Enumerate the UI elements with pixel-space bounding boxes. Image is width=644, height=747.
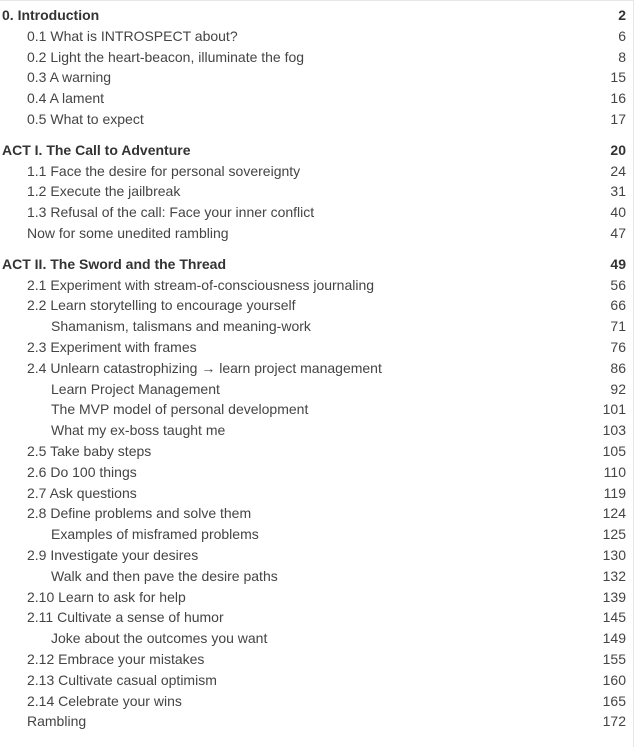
toc-entry-title: 2.5 Take baby steps: [27, 442, 152, 459]
toc-page-number: 101: [602, 401, 626, 418]
toc-entry[interactable]: [0, 109, 633, 130]
toc-page-number: 165: [602, 692, 626, 709]
toc-entry-title: 2.8 Define problems and solve them: [27, 505, 252, 522]
toc-entry[interactable]: [0, 316, 633, 337]
toc-page-number: 6: [618, 27, 626, 44]
toc-entry[interactable]: [0, 503, 633, 524]
toc-page-number: 16: [610, 90, 626, 107]
toc-entry-title: 2.3 Experiment with frames: [27, 338, 197, 355]
toc-entry-title: 0.5 What to expect: [27, 110, 144, 127]
toc-page-number: 125: [602, 526, 626, 543]
toc-entry-title: 2.12 Embrace your mistakes: [27, 650, 205, 667]
toc-entry[interactable]: [0, 628, 633, 649]
toc-entry-title: 2.9 Investigate your desires: [27, 546, 199, 563]
toc-page-number: 124: [602, 505, 626, 522]
toc-entry-title: 0.2 Light the heart-beacon, illuminate the fog: [27, 48, 305, 65]
toc-entry[interactable]: [0, 711, 633, 732]
toc-page-number: 76: [610, 338, 626, 355]
toc-section-title: 0. Introduction: [2, 7, 100, 23]
toc-entry-title: 2.14 Celebrate your wins: [27, 692, 182, 709]
toc-page-number: 20: [610, 141, 626, 158]
toc-entry-title: 2.2 Learn storytelling to encourage yourself: [27, 297, 296, 314]
toc-section: [0, 254, 633, 732]
toc-entry-title: 1.2 Execute the jailbreak: [27, 183, 181, 200]
toc-page-number: 132: [602, 567, 626, 584]
toc-entry[interactable]: [0, 223, 633, 244]
toc-page-number: 139: [602, 588, 626, 605]
toc-page-number: 119: [603, 484, 626, 501]
toc-section: [0, 140, 633, 244]
toc-entry[interactable]: [0, 670, 633, 691]
toc-entry[interactable]: [0, 607, 633, 628]
toc-entry-title: 2.4 Unlearn catastrophizing → learn project management: [27, 359, 382, 376]
toc-page-number: 103: [602, 422, 626, 439]
toc-entry[interactable]: [0, 691, 633, 712]
toc-entry[interactable]: [0, 483, 633, 504]
toc-entry-title: Walk and then pave the desire paths: [51, 567, 278, 584]
toc-page-number: 2: [618, 7, 626, 23]
toc-entry-title: 2.7 Ask questions: [27, 484, 137, 501]
toc-entry[interactable]: [0, 379, 633, 400]
toc-entry[interactable]: [0, 88, 633, 109]
toc-entry[interactable]: [0, 26, 633, 47]
toc-entry[interactable]: [0, 358, 633, 379]
toc-page-number: 8: [618, 48, 626, 65]
toc-section-heading[interactable]: [0, 254, 633, 275]
toc-entry[interactable]: [0, 161, 633, 182]
toc-page-number: 172: [602, 713, 626, 730]
toc-page-number: 110: [603, 463, 626, 480]
toc-page-number: 105: [602, 442, 626, 459]
toc-entry[interactable]: [0, 420, 633, 441]
toc-entry-title: 2.11 Cultivate a sense of humor: [27, 609, 224, 626]
toc-section-title: ACT II. The Sword and the Thread: [2, 255, 227, 272]
toc-entry-title: 0.1 What is INTROSPECT about?: [27, 27, 238, 44]
toc-entry[interactable]: [0, 337, 633, 358]
toc-entry-title: 2.13 Cultivate casual optimism: [27, 671, 217, 688]
toc-entry-title: Now for some unedited rambling: [27, 224, 229, 241]
toc-page-number: 40: [610, 204, 626, 221]
toc-entry-title: 2.1 Experiment with stream-of-consciousness journaling: [27, 276, 375, 293]
toc-entry[interactable]: [0, 649, 633, 670]
toc-page-number: 49: [610, 255, 626, 272]
toc-entry-title: 0.4 A lament: [27, 90, 105, 107]
toc-section: [0, 5, 633, 130]
toc-entry[interactable]: [0, 275, 633, 296]
toc-page-number: 86: [610, 359, 626, 376]
toc-entry-title: 0.3 A warning: [27, 69, 112, 86]
toc-entry-title: 2.10 Learn to ask for help: [27, 588, 186, 605]
toc-page-number: 71: [610, 318, 626, 335]
toc-page-number: 145: [602, 609, 626, 626]
toc-page-number: 160: [602, 671, 626, 688]
toc-section-title: ACT I. The Call to Adventure: [2, 141, 191, 158]
toc-page-number: 24: [610, 162, 626, 179]
toc-entry-title: Shamanism, talismans and meaning-work: [51, 318, 311, 335]
toc-section-heading[interactable]: [0, 5, 633, 26]
toc-entry-title: 1.1 Face the desire for personal sovereignty: [27, 162, 301, 179]
toc-entry[interactable]: [0, 524, 633, 545]
toc-entry-title: The MVP model of personal development: [51, 401, 309, 418]
toc-entry[interactable]: [0, 399, 633, 420]
toc-page-number: 155: [602, 650, 626, 667]
toc-entry[interactable]: [0, 295, 633, 316]
toc-section-heading[interactable]: [0, 140, 633, 161]
toc-page-number: 17: [610, 110, 626, 127]
toc-page-number: 130: [602, 546, 626, 563]
toc-entry-title: Rambling: [27, 713, 87, 730]
toc-entry-title: Learn Project Management: [51, 380, 220, 397]
toc-page-number: 66: [610, 297, 626, 314]
toc-entry-title: Joke about the outcomes you want: [51, 630, 268, 647]
toc-entry[interactable]: [0, 441, 633, 462]
toc-entry-title: What my ex-boss taught me: [51, 422, 226, 439]
toc-entry[interactable]: [0, 47, 633, 68]
toc-entry[interactable]: [0, 545, 633, 566]
toc-entry[interactable]: [0, 566, 633, 587]
toc-page-number: 47: [610, 224, 626, 241]
toc-entry-title: Examples of misframed problems: [51, 526, 259, 543]
toc-entry[interactable]: [0, 181, 633, 202]
toc-page-number: 31: [610, 183, 626, 200]
toc-page-number: 92: [610, 380, 626, 397]
toc-page-number: 56: [610, 276, 626, 293]
toc-entry[interactable]: [0, 587, 633, 608]
toc-entry-title: 1.3 Refusal of the call: Face your inner conflict: [27, 204, 315, 221]
toc-entry-title: 2.6 Do 100 things: [27, 463, 137, 480]
toc-entry[interactable]: [0, 67, 633, 88]
toc-page-number: 15: [610, 69, 626, 86]
toc-entry[interactable]: [0, 462, 633, 483]
toc-entry[interactable]: [0, 202, 633, 223]
toc-page-number: 149: [602, 630, 626, 647]
